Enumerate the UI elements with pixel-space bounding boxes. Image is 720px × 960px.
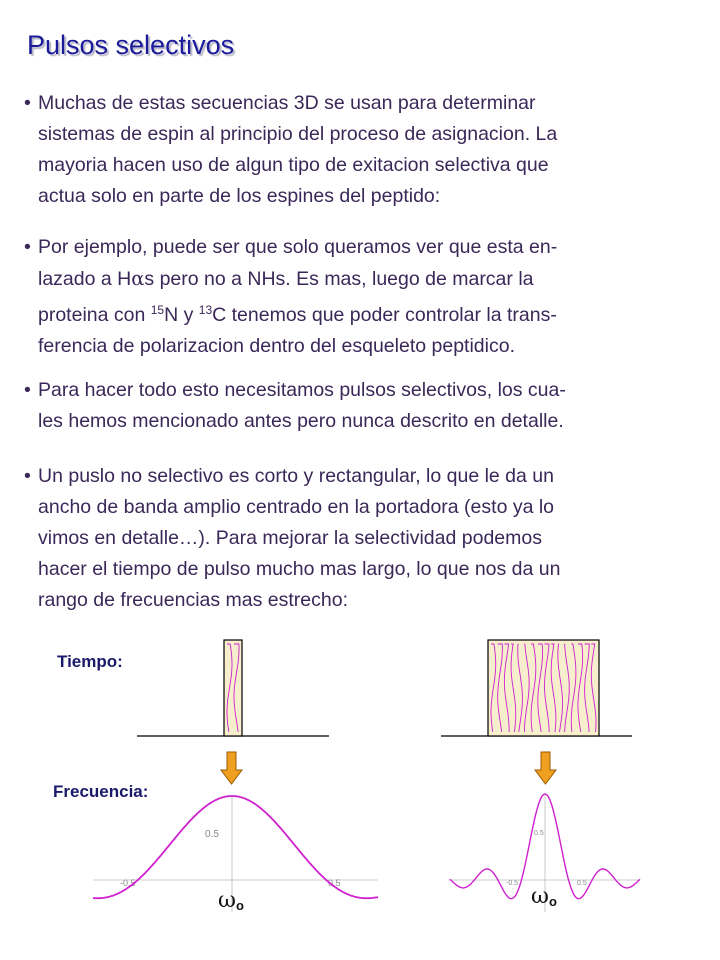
short-pulse-time	[137, 640, 329, 736]
long-pulse-time	[441, 640, 632, 736]
tick-left-neg: -0.5	[120, 878, 136, 888]
alpha-symbol: α	[131, 267, 145, 290]
bullet-4-line-3: vimos en detalle…). Para mejorar la selectividad podemos	[38, 527, 542, 549]
bullet-4-line-2: ancho de banda amplio centrado en la portadora (esto ya lo	[38, 496, 555, 518]
arrow-down-right-icon	[535, 752, 556, 784]
bullet-4-line-4: hacer el tiempo de pulso mucho mas largo, lo que nos da un	[38, 558, 561, 580]
bullet-4-line-1: Un puslo no selectivo es corto y rectangular, lo que le da un	[38, 465, 554, 487]
bullet-2-line-3: proteina con $^{15}$N y $^{13}$C tenemos que poder controlar la trans-	[38, 303, 557, 326]
bullet-dot: •	[24, 92, 31, 114]
bullet-dot: •	[24, 465, 31, 487]
omega-right: $\omega_o$	[531, 884, 557, 909]
label-frecuencia: Frecuencia:	[53, 782, 149, 801]
sup-15: 15	[150, 303, 165, 317]
bullet-3-line-1: Para hacer todo esto necesitamos pulsos selectivos, los cua-	[38, 379, 566, 401]
bullet-dot: •	[24, 236, 31, 258]
bullet-2-line-4: ferencia de polarizacion dentro del esqueleto peptidico.	[38, 335, 515, 357]
page-title: Pulsos selectivos	[27, 30, 235, 60]
omega-left: $\omega_o$	[218, 888, 244, 913]
label-tiempo: Tiempo:	[57, 652, 123, 671]
sup-13: 13	[198, 303, 213, 317]
bullet-4-line-5: rango de frecuencias mas estrecho:	[38, 589, 349, 611]
bullet-1-line-3: mayoria hacen uso de algun tipo de exitacion selectiva que	[38, 154, 549, 176]
tick-right-half: 0.5	[534, 830, 544, 837]
arrow-down-left-icon	[221, 752, 242, 784]
tick-right-neg: -0.5	[506, 880, 519, 887]
bullet-3-line-2: les hemos mencionado antes pero nunca descrito en detalle.	[38, 410, 564, 432]
tick-right-pos: 0.5	[577, 880, 587, 887]
bullet-dot: •	[24, 379, 31, 401]
bullet-1-line-1: Muchas de estas secuencias 3D se usan para determinar	[38, 92, 536, 114]
bullet-2-line-2: lazado a Hαs pero no a NHs. Es mas, luego de marcar la	[38, 267, 534, 290]
bullet-2-line-1: Por ejemplo, puede ser que solo queramos ver que esta en-	[38, 236, 558, 258]
tick-left-half: 0.5	[205, 829, 219, 840]
bullet-1-line-2: sistemas de espin al principio del proceso de asignacion. La	[38, 123, 558, 145]
tick-left-pos: 0.5	[328, 878, 341, 888]
bullet-1-line-4: actua solo en parte de los espines del peptido:	[38, 185, 441, 207]
